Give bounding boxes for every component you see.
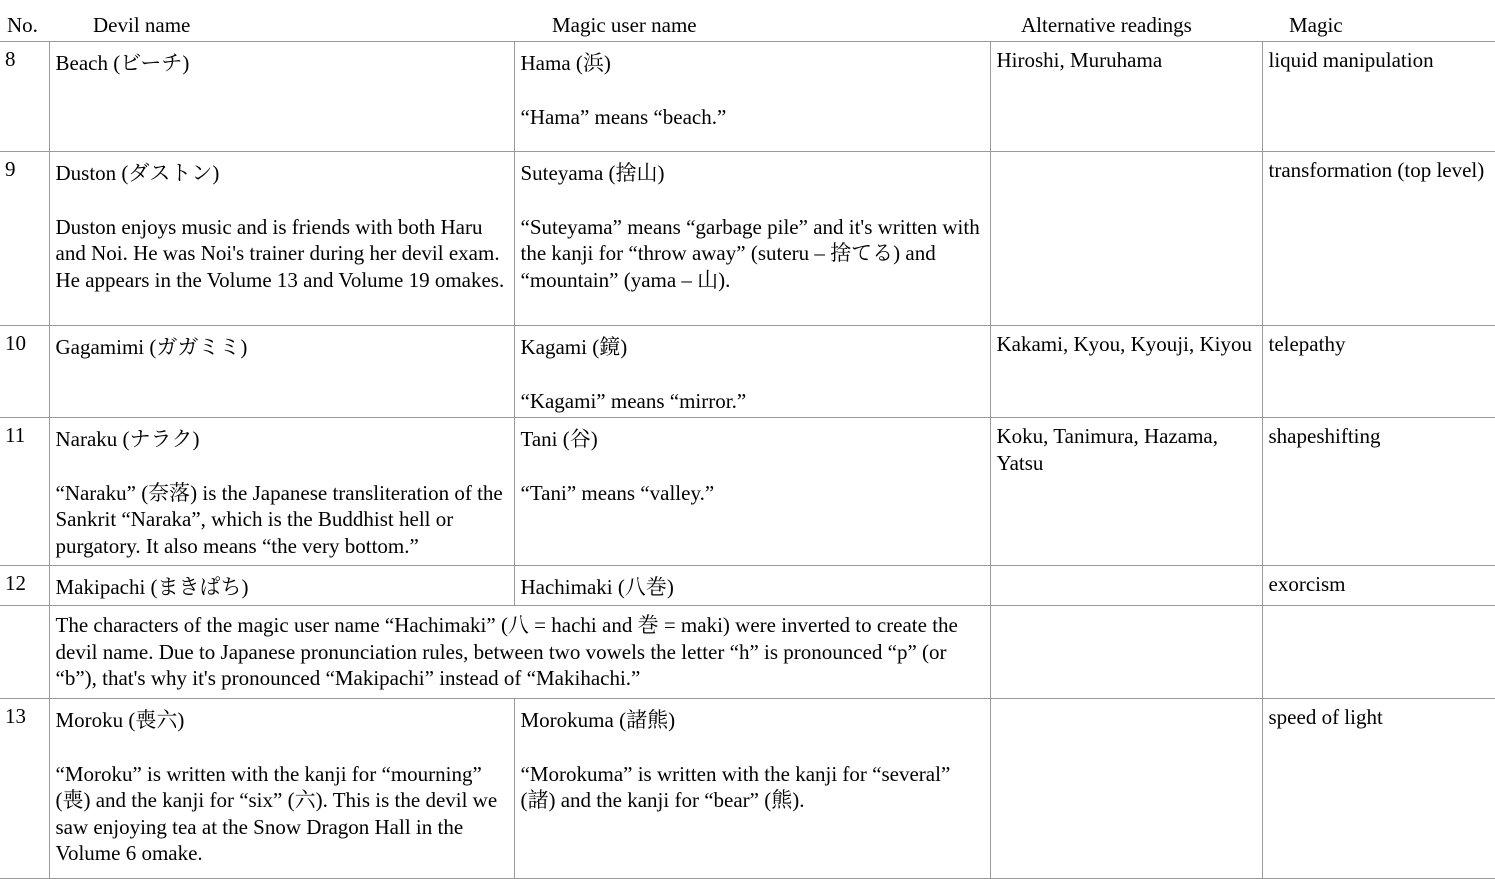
- row-number: 9: [0, 152, 49, 326]
- row-number-empty: [0, 606, 49, 699]
- devil-name-cell: [49, 566, 514, 606]
- magic-user-note: “Kagami” means “mirror.”: [520, 388, 747, 413]
- row-number: 13: [0, 699, 49, 879]
- magic-cell: liquid manipulation: [1262, 42, 1495, 152]
- header-devil-name: Devil name: [49, 10, 514, 42]
- name-explanation: The characters of the magic user name “Hachimaki” (八 = hachi and 巻 = maki) were inverted to create the devil name. Due to Japanese pronunciation rules, between two vowels the letter “h” is pronounced “p” (or “b”), that's why it's pronounced “Makipachi” instead of “Makihachi.”: [55, 613, 958, 690]
- alternative-readings-cell: [990, 699, 1262, 879]
- header-no: No.: [0, 10, 49, 42]
- magic-user-cell: [514, 418, 990, 566]
- table-row: [0, 699, 1495, 879]
- table-row: [0, 152, 1495, 326]
- magic-user-name: Suteyama (捨山): [520, 161, 665, 185]
- devil-name: Duston (ダストン): [55, 161, 220, 185]
- row-number: 11: [0, 418, 49, 566]
- alternative-readings-cell: Hiroshi, Muruhama: [990, 42, 1262, 152]
- header-magic: Magic: [1262, 10, 1495, 42]
- alternative-readings-cell: [990, 566, 1262, 606]
- devil-name: Beach (ビーチ): [55, 51, 190, 75]
- magic-user-name: Hachimaki (八巻): [520, 575, 674, 599]
- row-number: 10: [0, 326, 49, 418]
- magic-user-name: Morokuma (諸熊): [520, 708, 676, 732]
- alternative-readings-cell: Koku, Tanimura, Hazama, Yatsu: [990, 418, 1262, 566]
- devil-name: Naraku (ナラク): [55, 427, 200, 451]
- header-alternative-readings: Alternative readings: [990, 10, 1262, 42]
- table-row: [0, 42, 1495, 152]
- devil-name-cell: [49, 326, 514, 418]
- devil-name-cell: [49, 152, 514, 326]
- magic-user-cell: [514, 42, 990, 152]
- devil-name: Makipachi (まきぱち): [55, 575, 249, 599]
- magic-user-note: “Hama” means “beach.”: [520, 104, 727, 129]
- name-explanation-cell: [49, 606, 990, 699]
- magic-user-note: “Morokuma” is written with the kanji for “several” (諸) and the kanji for “bear” (熊).: [520, 761, 951, 812]
- table-row: [0, 326, 1495, 418]
- alternative-readings-cell: Kakami, Kyou, Kyouji, Kiyou: [990, 326, 1262, 418]
- magic-cell: shapeshifting: [1262, 418, 1495, 566]
- magic-user-note: “Suteyama” means “garbage pile” and it's written with the kanji for “throw away” (suteru – 捨てる) and “mountain” (yama – 山).: [520, 214, 980, 292]
- devil-note: Duston enjoys music and is friends with both Haru and Noi. He was Noi's trainer during her devil exam. He appears in the Volume 13 and Volume 19 omakes.: [55, 214, 505, 292]
- magic-user-cell: [514, 566, 990, 606]
- devil-name-cell: [49, 699, 514, 879]
- table-row: [0, 566, 1495, 606]
- magic-user-cell: [514, 699, 990, 879]
- devil-note: “Moroku” is written with the kanji for “mourning” (喪) and the kanji for “six” (六). This is the devil we saw enjoying tea at the Snow Dragon Hall in the Volume 6 omake.: [55, 761, 498, 865]
- table-row-note: [0, 606, 1495, 699]
- row-number: 12: [0, 566, 49, 606]
- magic-user-note: “Tani” means “valley.”: [520, 480, 715, 505]
- devil-name: Gagamimi (ガガミミ): [55, 335, 248, 359]
- devil-name-cell: [49, 42, 514, 152]
- magic-cell: telepathy: [1262, 326, 1495, 418]
- alternative-readings-cell: [990, 152, 1262, 326]
- devil-name: Moroku (喪六): [55, 708, 185, 732]
- table-header-row: [0, 10, 1495, 42]
- magic-cell: [1262, 606, 1495, 699]
- magic-cell: transformation (top level): [1262, 152, 1495, 326]
- devil-note: “Naraku” (奈落) is the Japanese transliteration of the Sankrit “Naraka”, which is the Buddhist hell or purgatory. It also means “the very bottom.”: [55, 480, 503, 558]
- devil-names-table: [0, 10, 1495, 879]
- magic-user-cell: [514, 326, 990, 418]
- magic-user-name: Kagami (鏡): [520, 335, 628, 359]
- magic-cell: speed of light: [1262, 699, 1495, 879]
- devil-name-cell: [49, 418, 514, 566]
- table-row: [0, 418, 1495, 566]
- magic-cell: exorcism: [1262, 566, 1495, 606]
- magic-user-name: Tani (谷): [520, 427, 598, 451]
- alternative-readings-cell: [990, 606, 1262, 699]
- row-number: 8: [0, 42, 49, 152]
- magic-user-name: Hama (浜): [520, 51, 611, 75]
- magic-user-cell: [514, 152, 990, 326]
- header-magic-user-name: Magic user name: [514, 10, 990, 42]
